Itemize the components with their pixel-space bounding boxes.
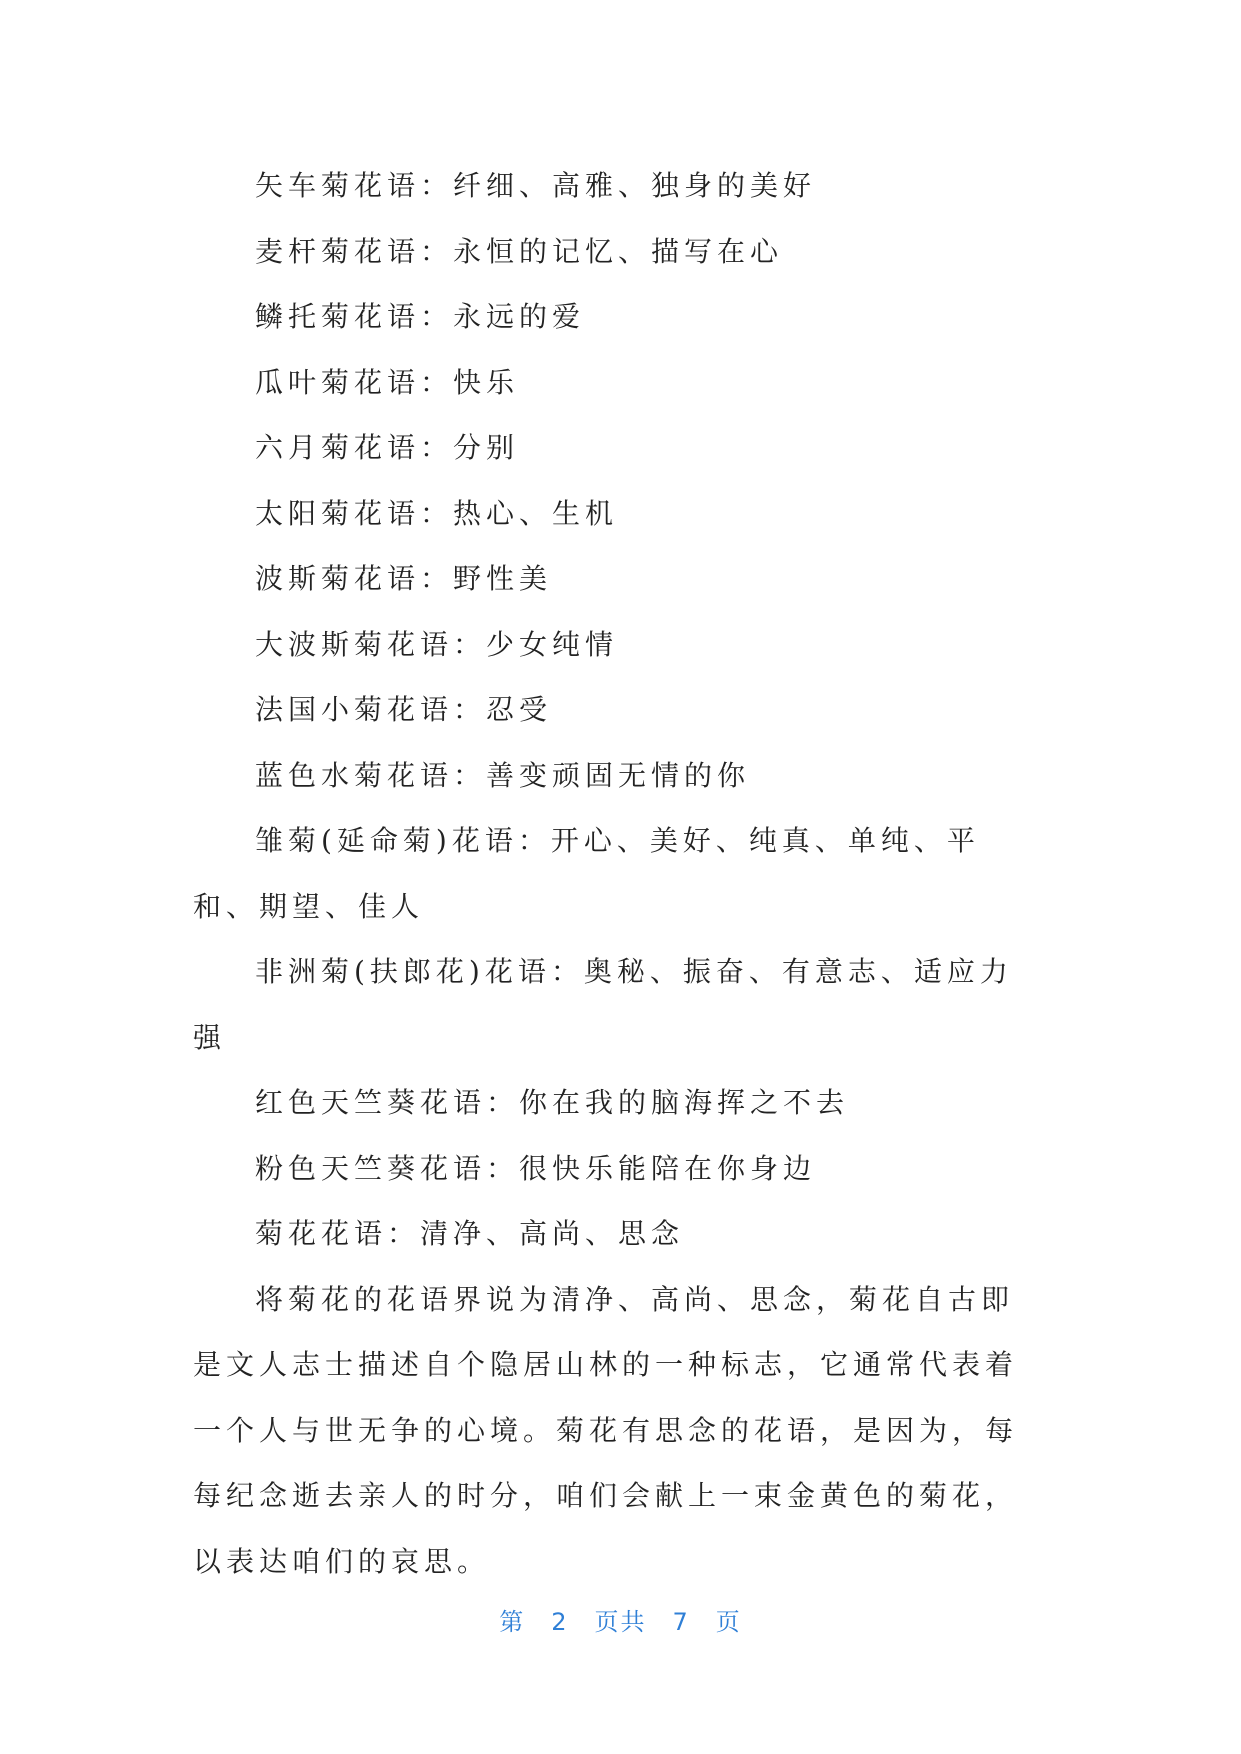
paragraph-french-daisy: 法国小菊花语：忍受 (255, 693, 553, 726)
paragraph-blue-water-daisy: 蓝色水菊花语：善变顽固无情的你 (255, 758, 751, 792)
paragraph-big-cosmos: 大波斯菊花语：少女纯情 (255, 627, 619, 661)
footer-prefix: 第 (499, 1608, 526, 1636)
paragraph-chrysanthemum-meaning: 将菊花的花语界说为清净、高尚、思念，菊花自古即是文人志士描述自个隐居山林的一种标志，它通常代表着一个人与世无争的心境。菊花有思念的花语，是因为，每每纪念逝去亲人的时分，咱们会献上一束金黄色的菊花，以表达咱们的哀思。 (193, 1282, 1019, 1578)
page-footer (0, 1602, 1241, 1637)
paragraph-chrysanthemum: 菊花花语：清净、高尚、思念 (255, 1217, 685, 1250)
paragraph-pink-geranium: 粉色天竺葵花语：很快乐能陪在你身边 (255, 1151, 817, 1185)
document-body (193, 153, 1033, 1594)
footer-middle: 页共 (594, 1608, 647, 1636)
paragraph-gerbera: 非洲菊(扶郎花)花语：奥秘、振奋、有意志、适应力强 (193, 955, 1013, 1054)
paragraph-cineraria: 瓜叶菊花语：快乐 (255, 365, 520, 399)
paragraph-june-daisy: 六月菊花语：分别 (255, 431, 520, 464)
footer-current-page: 2 (551, 1608, 569, 1636)
paragraph-cornflower: 矢车菊花语：纤细、高雅、独身的美好 (255, 169, 817, 202)
paragraph-daisy: 雏菊(延命菊)花语：开心、美好、纯真、单纯、平和、期望、佳人 (193, 824, 980, 923)
paragraph-red-geranium: 红色天竺葵花语：你在我的脑海挥之不去 (255, 1086, 850, 1119)
paragraph-sun-daisy: 太阳菊花语：热心、生机 (255, 496, 619, 530)
paragraph-cosmos: 波斯菊花语：野性美 (255, 562, 553, 595)
footer-suffix: 页 (715, 1608, 742, 1636)
paragraph-strawflower: 麦杆菊花语：永恒的记忆、描写在心 (255, 234, 784, 268)
paragraph-scaly-daisy: 鳞托菊花语：永远的爱 (255, 300, 586, 333)
footer-total-pages: 7 (672, 1608, 690, 1636)
